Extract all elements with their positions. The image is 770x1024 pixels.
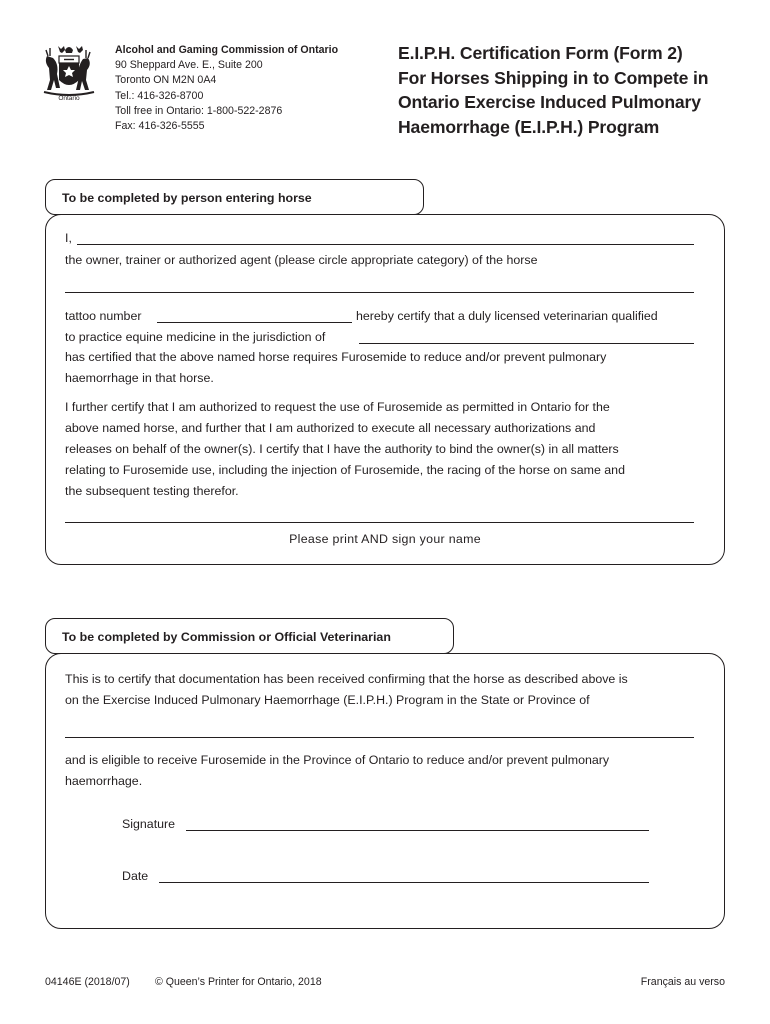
signature-field[interactable] [186,830,649,831]
organization-name: Alcohol and Gaming Commission of Ontario [115,44,339,56]
eligibility-line-2: haemorrhage. [65,774,143,788]
fax-number: Fax: 416-326-5555 [115,120,205,133]
signature-label: Signature [122,817,176,831]
hereby-certify-text: hereby certify that a duly licensed veterinarian qualified [356,309,658,323]
form-title [398,41,743,139]
address-line-2: Toronto ON M2N 0A4 [115,74,217,87]
form-code: 04146E (2018/07) [45,976,130,988]
documentation-line-2: on the Exercise Induced Pulmonary Haemorrhage (E.I.P.H.) Program in the State or Province of [65,693,590,707]
toll-free-number: Toll free in Ontario: 1-800-522-2876 [115,104,283,117]
eligibility-line-1: and is eligible to receive Furosemide in the Province of Ontario to reduce and/or prevent pulmonary [65,753,610,767]
authorization-paragraph [65,397,715,502]
date-field[interactable] [159,882,649,883]
horse-name-field[interactable] [65,292,694,293]
authorization-line-1: I further certify that I am authorized to request the use of Furosemide as permitted in Ontario for the [65,400,610,414]
authorization-line-2: above named horse, and further that I am authorized to execute all necessary authorizations and [65,421,596,435]
certification-line-1: has certified that the above named horse requires Furosemide to reduce and/or prevent pulmonary [65,350,607,364]
form-title-line-3: Ontario Exercise Induced Pulmonary [398,92,701,113]
section-1-label: To be completed by person entering horse [45,179,424,215]
form-title-line-2: For Horses Shipping in to Compete in [398,67,709,88]
form-title-line-4: Haemorrhage (E.I.P.H.) Program [398,116,660,137]
i-prefix-label: I, [65,231,72,245]
documentation-paragraph [65,669,715,711]
print-and-sign-field[interactable] [65,522,694,523]
tattoo-number-field[interactable] [157,322,352,323]
state-province-field[interactable] [65,737,694,738]
telephone: Tel.: 416-326-8700 [115,89,204,102]
owner-category-text: the owner, trainer or authorized agent (please circle appropriate category) of the horse [65,253,538,267]
french-version-note: Français au verso [640,976,725,988]
logo-caption: Ontario [58,95,80,102]
authorization-line-3: releases on behalf of the owner(s). I certify that I have the authority to bind the owner(s) in all matters [65,442,619,456]
tattoo-number-label: tattoo number [65,309,142,323]
documentation-line-1: This is to certify that documentation has been received confirming that the horse as described above is [65,672,628,686]
section-2-label: To be completed by Commission or Official Veterinarian [45,618,454,654]
eligibility-paragraph [65,750,715,792]
authorization-line-4: relating to Furosemide use, including the injection of Furosemide, the racing of the horse on same and [65,463,625,477]
certification-paragraph [65,347,705,389]
name-field[interactable] [77,244,694,245]
organization-address-block [115,43,338,134]
form-title-line-1: E.I.P.H. Certification Form (Form 2) [398,43,683,63]
jurisdiction-field[interactable] [359,343,694,344]
address-line-1: 90 Sheppard Ave. E., Suite 200 [115,59,263,72]
date-label: Date [122,869,149,883]
jurisdiction-label: to practice equine medicine in the jurisdiction of [65,330,326,344]
copyright: © Queen’s Printer for Ontario, 2018 [155,976,322,988]
certification-line-2: haemorrhage in that horse. [65,371,214,385]
ontario-coat-of-arms-logo [40,42,98,106]
authorization-line-5: the subsequent testing therefor. [65,484,239,498]
print-and-sign-caption: Please print AND sign your name [289,532,481,546]
